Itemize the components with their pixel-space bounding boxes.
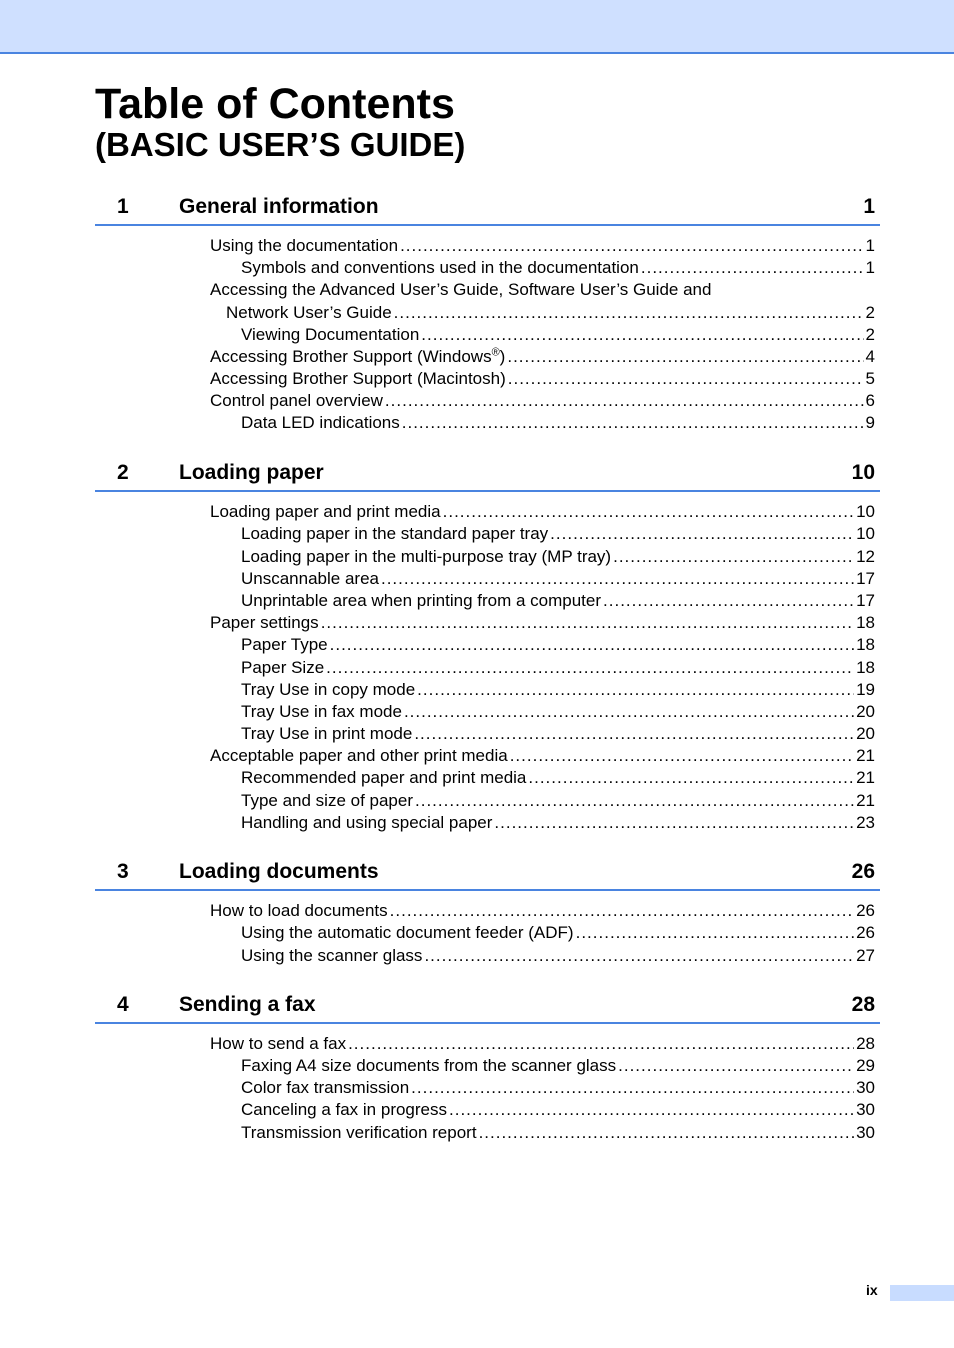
- page-title: Table of Contents: [95, 80, 455, 128]
- dot-leader: [618, 1055, 854, 1077]
- chapter-title: Loading documents: [179, 860, 379, 883]
- toc-entry-page: 26: [856, 923, 875, 942]
- toc-entry-text: Accessing Brother Support (Windows®): [210, 346, 506, 366]
- toc-entry[interactable]: [210, 368, 875, 390]
- toc-entry-page: 6: [865, 391, 875, 410]
- chapter-number: 2: [117, 461, 129, 484]
- chapter-title: General information: [179, 195, 379, 218]
- chapter-page: 28: [851, 993, 875, 1016]
- toc-entry[interactable]: [226, 302, 875, 324]
- dot-leader: [510, 745, 854, 767]
- dot-leader: [528, 767, 854, 789]
- toc-entry[interactable]: [241, 1055, 875, 1077]
- chapter-title: Loading paper: [179, 461, 324, 484]
- page-number: ix: [866, 1282, 878, 1298]
- toc-entry-text: Loading paper and print media: [210, 502, 441, 521]
- toc-entry[interactable]: [241, 257, 875, 279]
- dot-leader: [417, 679, 854, 701]
- toc-entry-page: 30: [856, 1123, 875, 1142]
- footer-tab: [890, 1285, 954, 1301]
- toc-entry[interactable]: [241, 812, 875, 834]
- toc-entry-text: Tray Use in fax mode: [241, 702, 402, 721]
- toc-entry[interactable]: [241, 634, 875, 656]
- dot-leader: [385, 390, 864, 412]
- dot-leader: [550, 523, 854, 545]
- chapter-title: Sending a fax: [179, 993, 316, 1016]
- toc-entry-text: Paper Size: [241, 658, 325, 677]
- toc-entry-text: Loading paper in the multi-purpose tray (MP tray): [241, 547, 612, 566]
- toc-entry[interactable]: [241, 523, 875, 545]
- dot-leader: [411, 1077, 854, 1099]
- dot-leader: [348, 1033, 854, 1055]
- toc-entry-text: Paper Type: [241, 635, 328, 654]
- toc-entry-page: 26: [856, 901, 875, 920]
- toc-entry-page: 4: [865, 347, 875, 366]
- toc-entry[interactable]: [210, 390, 875, 412]
- toc-entry-text: Transmission verification report: [241, 1123, 477, 1142]
- toc-entry-text: Faxing A4 size documents from the scanner glass: [241, 1056, 617, 1075]
- toc-entry[interactable]: [210, 612, 875, 634]
- chapter-page: 26: [851, 860, 875, 883]
- toc-entry-page: 18: [856, 635, 875, 654]
- toc-entry-page: 12: [856, 547, 875, 566]
- dot-leader: [576, 922, 854, 944]
- toc-entry-page: 5: [865, 369, 875, 388]
- toc-entry-page: 20: [856, 724, 875, 743]
- toc-entry-text: Color fax transmission: [241, 1078, 410, 1097]
- toc-entry-text: Viewing Documentation: [241, 325, 420, 344]
- dot-leader: [321, 612, 854, 634]
- chapter-number: 3: [117, 860, 129, 883]
- chapter-number: 1: [117, 195, 129, 218]
- dot-leader: [414, 723, 854, 745]
- toc-entry-text: Accessing Brother Support (Macintosh): [210, 369, 506, 388]
- toc-entry-page: 10: [856, 524, 875, 543]
- dot-leader: [390, 900, 854, 922]
- toc-entry-text: Canceling a fax in progress: [241, 1100, 448, 1119]
- toc-entry-text: Paper settings: [210, 613, 319, 632]
- toc-entry-text: Using the scanner glass: [241, 946, 423, 965]
- header-band: [0, 0, 954, 54]
- toc-entry-page: 1: [865, 236, 875, 255]
- toc-entry-text: Tray Use in copy mode: [241, 680, 416, 699]
- chapter-page: 1: [863, 195, 875, 218]
- toc-entry[interactable]: [241, 701, 875, 723]
- dot-leader: [507, 346, 863, 368]
- dot-leader: [330, 634, 854, 656]
- toc-entry-page: 17: [856, 591, 875, 610]
- toc-entry-text: Data LED indications: [241, 413, 400, 432]
- toc-entry-text: Loading paper in the standard paper tray: [241, 524, 549, 543]
- toc-entry-page: 1: [865, 258, 875, 277]
- toc-entry[interactable]: [241, 324, 875, 346]
- toc-entry[interactable]: [241, 412, 875, 434]
- toc-entry[interactable]: [241, 945, 875, 967]
- toc-entry-text: How to send a fax: [210, 1034, 347, 1053]
- registered-mark: ®: [491, 346, 500, 359]
- dot-leader: [508, 368, 864, 390]
- toc-entry[interactable]: [241, 1099, 875, 1121]
- dot-leader: [402, 412, 864, 434]
- chapter-heading-1[interactable]: [95, 192, 880, 226]
- toc-entry-text: Using the documentation: [210, 236, 399, 255]
- dot-leader: [494, 812, 854, 834]
- chapter-heading-3[interactable]: [95, 857, 880, 891]
- toc-entry-text: Using the automatic document feeder (ADF): [241, 923, 574, 942]
- toc-entry[interactable]: [210, 900, 875, 922]
- toc-entry-page: 18: [856, 613, 875, 632]
- toc-entry-page: 28: [856, 1034, 875, 1053]
- toc-entry-page: 2: [865, 325, 875, 344]
- toc-entry-page: 27: [856, 946, 875, 965]
- toc-entry-page: 9: [865, 413, 875, 432]
- chapter-page: 10: [851, 461, 875, 484]
- toc-entry[interactable]: [241, 590, 875, 612]
- toc-entry[interactable]: [210, 745, 875, 767]
- toc-entry-page: 10: [856, 502, 875, 521]
- dot-leader: [421, 324, 863, 346]
- toc-entry-text: Unscannable area: [241, 569, 379, 588]
- toc-entry[interactable]: [241, 1077, 875, 1099]
- toc-entry-text: Acceptable paper and other print media: [210, 746, 508, 765]
- dot-leader: [613, 546, 854, 568]
- toc-entry-page: 30: [856, 1078, 875, 1097]
- dot-leader: [404, 701, 854, 723]
- toc-entry[interactable]: [241, 790, 875, 812]
- toc-entry[interactable]: [241, 1122, 875, 1144]
- toc-entry-text: Control panel overview: [210, 391, 383, 410]
- toc-entry-page: 29: [856, 1056, 875, 1075]
- dot-leader: [443, 501, 854, 523]
- dot-leader: [449, 1099, 854, 1121]
- toc-entry[interactable]: [241, 767, 875, 789]
- toc-entry[interactable]: [241, 657, 875, 679]
- toc-entry[interactable]: [241, 723, 875, 745]
- toc-entry[interactable]: [210, 235, 875, 257]
- toc-entry[interactable]: [210, 501, 875, 523]
- toc-entry[interactable]: [241, 546, 875, 568]
- chapter-heading-4[interactable]: [95, 990, 880, 1024]
- dot-leader: [641, 257, 864, 279]
- dot-leader: [415, 790, 854, 812]
- toc-entry[interactable]: [241, 568, 875, 590]
- toc-entry-text[interactable]: Accessing the Advanced User’s Guide, Software User’s Guide and: [210, 280, 712, 299]
- chapter-number: 4: [117, 993, 129, 1016]
- toc-entry[interactable]: [210, 346, 875, 368]
- toc-entry[interactable]: [210, 1033, 875, 1055]
- chapter-heading-2[interactable]: [95, 458, 880, 492]
- toc-entry-page: 18: [856, 658, 875, 677]
- toc-entry-text: Recommended paper and print media: [241, 768, 527, 787]
- toc-entry-page: 21: [856, 791, 875, 810]
- dot-leader: [424, 945, 854, 967]
- toc-entry-text: Unprintable area when printing from a computer: [241, 591, 602, 610]
- toc-entry-page: 20: [856, 702, 875, 721]
- toc-entry-text: How to load documents: [210, 901, 388, 920]
- toc-entry-page: 21: [856, 768, 875, 787]
- toc-entry-text: Symbols and conventions used in the documentation: [241, 258, 639, 277]
- dot-leader: [394, 302, 864, 324]
- dot-leader: [400, 235, 863, 257]
- dot-leader: [326, 657, 854, 679]
- toc-entry-text: Type and size of paper: [241, 791, 414, 810]
- toc-entry-page: 21: [856, 746, 875, 765]
- toc-entry-text: Handling and using special paper: [241, 813, 493, 832]
- toc-entry-page: 2: [865, 303, 875, 322]
- toc-entry-text: Network User’s Guide: [226, 303, 392, 322]
- toc-entry-page: 19: [856, 680, 875, 699]
- dot-leader: [603, 590, 854, 612]
- dot-leader: [479, 1122, 855, 1144]
- toc-entry-text: Tray Use in print mode: [241, 724, 413, 743]
- toc-entry-page: 30: [856, 1100, 875, 1119]
- dot-leader: [381, 568, 854, 590]
- toc-entry[interactable]: [241, 679, 875, 701]
- toc-entry-page: 17: [856, 569, 875, 588]
- page-subtitle: (BASIC USER’S GUIDE): [95, 126, 466, 163]
- toc-entry[interactable]: [241, 922, 875, 944]
- toc-entry-page: 23: [856, 813, 875, 832]
